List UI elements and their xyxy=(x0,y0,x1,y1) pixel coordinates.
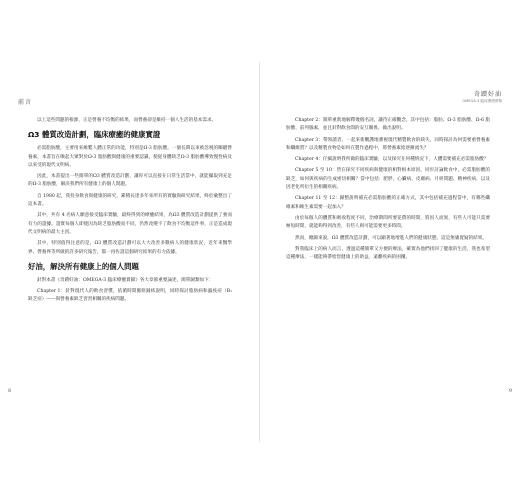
paragraph: 自 1980 起，我投身飲食與健康的研究，累積長達多年來所有的實驗與研究結果，終於彙整出了這本書。 xyxy=(28,193,232,208)
right-page-number: 9 xyxy=(508,388,512,394)
left-running-head: 前言 xyxy=(18,99,33,106)
chapter-summary: Chapter 2：簡單重新地解釋幾個名詞，讓待正確觀念，其中包括：脂肪、Ω-3 脂肪酸、Ω-6 脂肪酸、前列腺素，並且針對飲食間的安互關係，做出說明。 xyxy=(286,118,490,132)
running-head-title: 奇蹟好油 xyxy=(473,91,502,98)
paragraph: 由於每個人的體質和吸收程度不同，治療期間所要花費的時間，將因人而異，有些人可能只需要極短時間，就能夠得到改善，有些人則可能需要更多時間。 xyxy=(286,215,490,230)
paragraph: 針對本書《奇蹟好油：OMEGA-3 臨床療癒實錄》各大章節重要論述，簡單歸類如下： xyxy=(37,277,214,283)
left-text-column xyxy=(28,117,232,308)
paragraph: 其中，特別值得注意的是，Ω3 體質改造計劃可以大大改善多數病人的健康狀況，近年來醫學界、營養界等所做的許多研究報告，都一再佐證這個研究結果的有力依據。 xyxy=(28,241,232,255)
right-running-head xyxy=(462,89,502,104)
running-head-subtitle: OMEGA-3 臨床療癒實錄 xyxy=(462,99,502,103)
right-page xyxy=(260,0,520,500)
chapter-summary: Chapter 11 至 12：歸整說明補充必需脂肪酸的正確方式，其中包括補充過程當中，有哪些纖維素和維生素需要一起加入？ xyxy=(286,196,490,210)
paragraph: 其中，共有 4 名病人願意接受臨床實驗，最終得到的療癒結果，為Ω3 體質改造計劃提供了強而有力的證據。證實每個人即使因為缺乏脂肪酸而不同，仍然改變不了飲食不均衡這件事，正是造成現代文明病的最大主因。 xyxy=(28,213,232,235)
chapter-summary: Chapter 3：帶領讀者，一起來新觀護地審視現代精製飲食的缺失，同時探討為何需要重營養素和纖維質？以及精製食物是如何在製作過程中，將營養素給逐漸流失？ xyxy=(286,137,490,151)
paragraph: 然而，總歸來說，Ω3 體質改造計劃，可以顯著地增進人們的健康狀態，這是無庸置疑的結果。 xyxy=(295,235,487,241)
left-page-number: 8 xyxy=(8,388,12,394)
section-heading: Ω3 體質改造計劃，臨床療癒的健康實證 xyxy=(28,130,161,140)
paragraph: 對我臨床上的病人而言，透過這種簡單又方便的療法，確實為他們找回了健康的生活，我也希望這種療法，一樣能夠帶給您健康上的助益，遠離疾病的困擾。 xyxy=(286,246,490,261)
paragraph: 因此，本書提出一些簡單的Ω3 體質改造計劃，讓你可以直接在日常生活當中，就能攝取到充足的Ω-3 脂肪酸，解決我們所有健康上的個人問題。 xyxy=(28,174,232,188)
paragraph: 以上這些問題的根源，正是營養不均衡的結果，而營養卻是維持一個人生活的基本需求。 xyxy=(37,118,217,123)
right-text-column xyxy=(286,117,490,265)
chapter-summary: Chapter 4：仔細說明我所做的臨床實驗，以及探究在何種情況下，人體需要補充必需脂肪酸？ xyxy=(295,157,489,163)
chapter-summary: Chapter 1：針對現代人的飲食習慣，依循時間脈絡歸結說明，同時探討脂肪病和蟲疫症（B₁ 缺乏症）——與營養素缺乏習習相關的疾病問題。 xyxy=(28,289,232,303)
paragraph: 必需脂肪酸，主要用來維繫人體正常的功能，特別是Ω-3 脂肪酸。一個長期以來被忽視的關鍵營養素，本書旨在喚起大眾對於Ω-3 脂肪酸與健康的重要認識，使從身體缺乏Ω-3 脂肪酸導致慢性病及以來受的現代文明病。 xyxy=(28,146,232,168)
chapter-summary: Chapter 5 至 10：皆在探究不同疾病與健康的相對根本原因，同步討論飲食中，必需脂肪酸的缺乏，如何與疾病的生成密切相關？當中包括：肥胖、心臟病、皮膚病、月經問題、精神疾病，以及因老化所衍生的相關疾病。 xyxy=(286,168,490,191)
section-heading: 好油，解決所有健康上的個人問題 xyxy=(28,261,139,271)
